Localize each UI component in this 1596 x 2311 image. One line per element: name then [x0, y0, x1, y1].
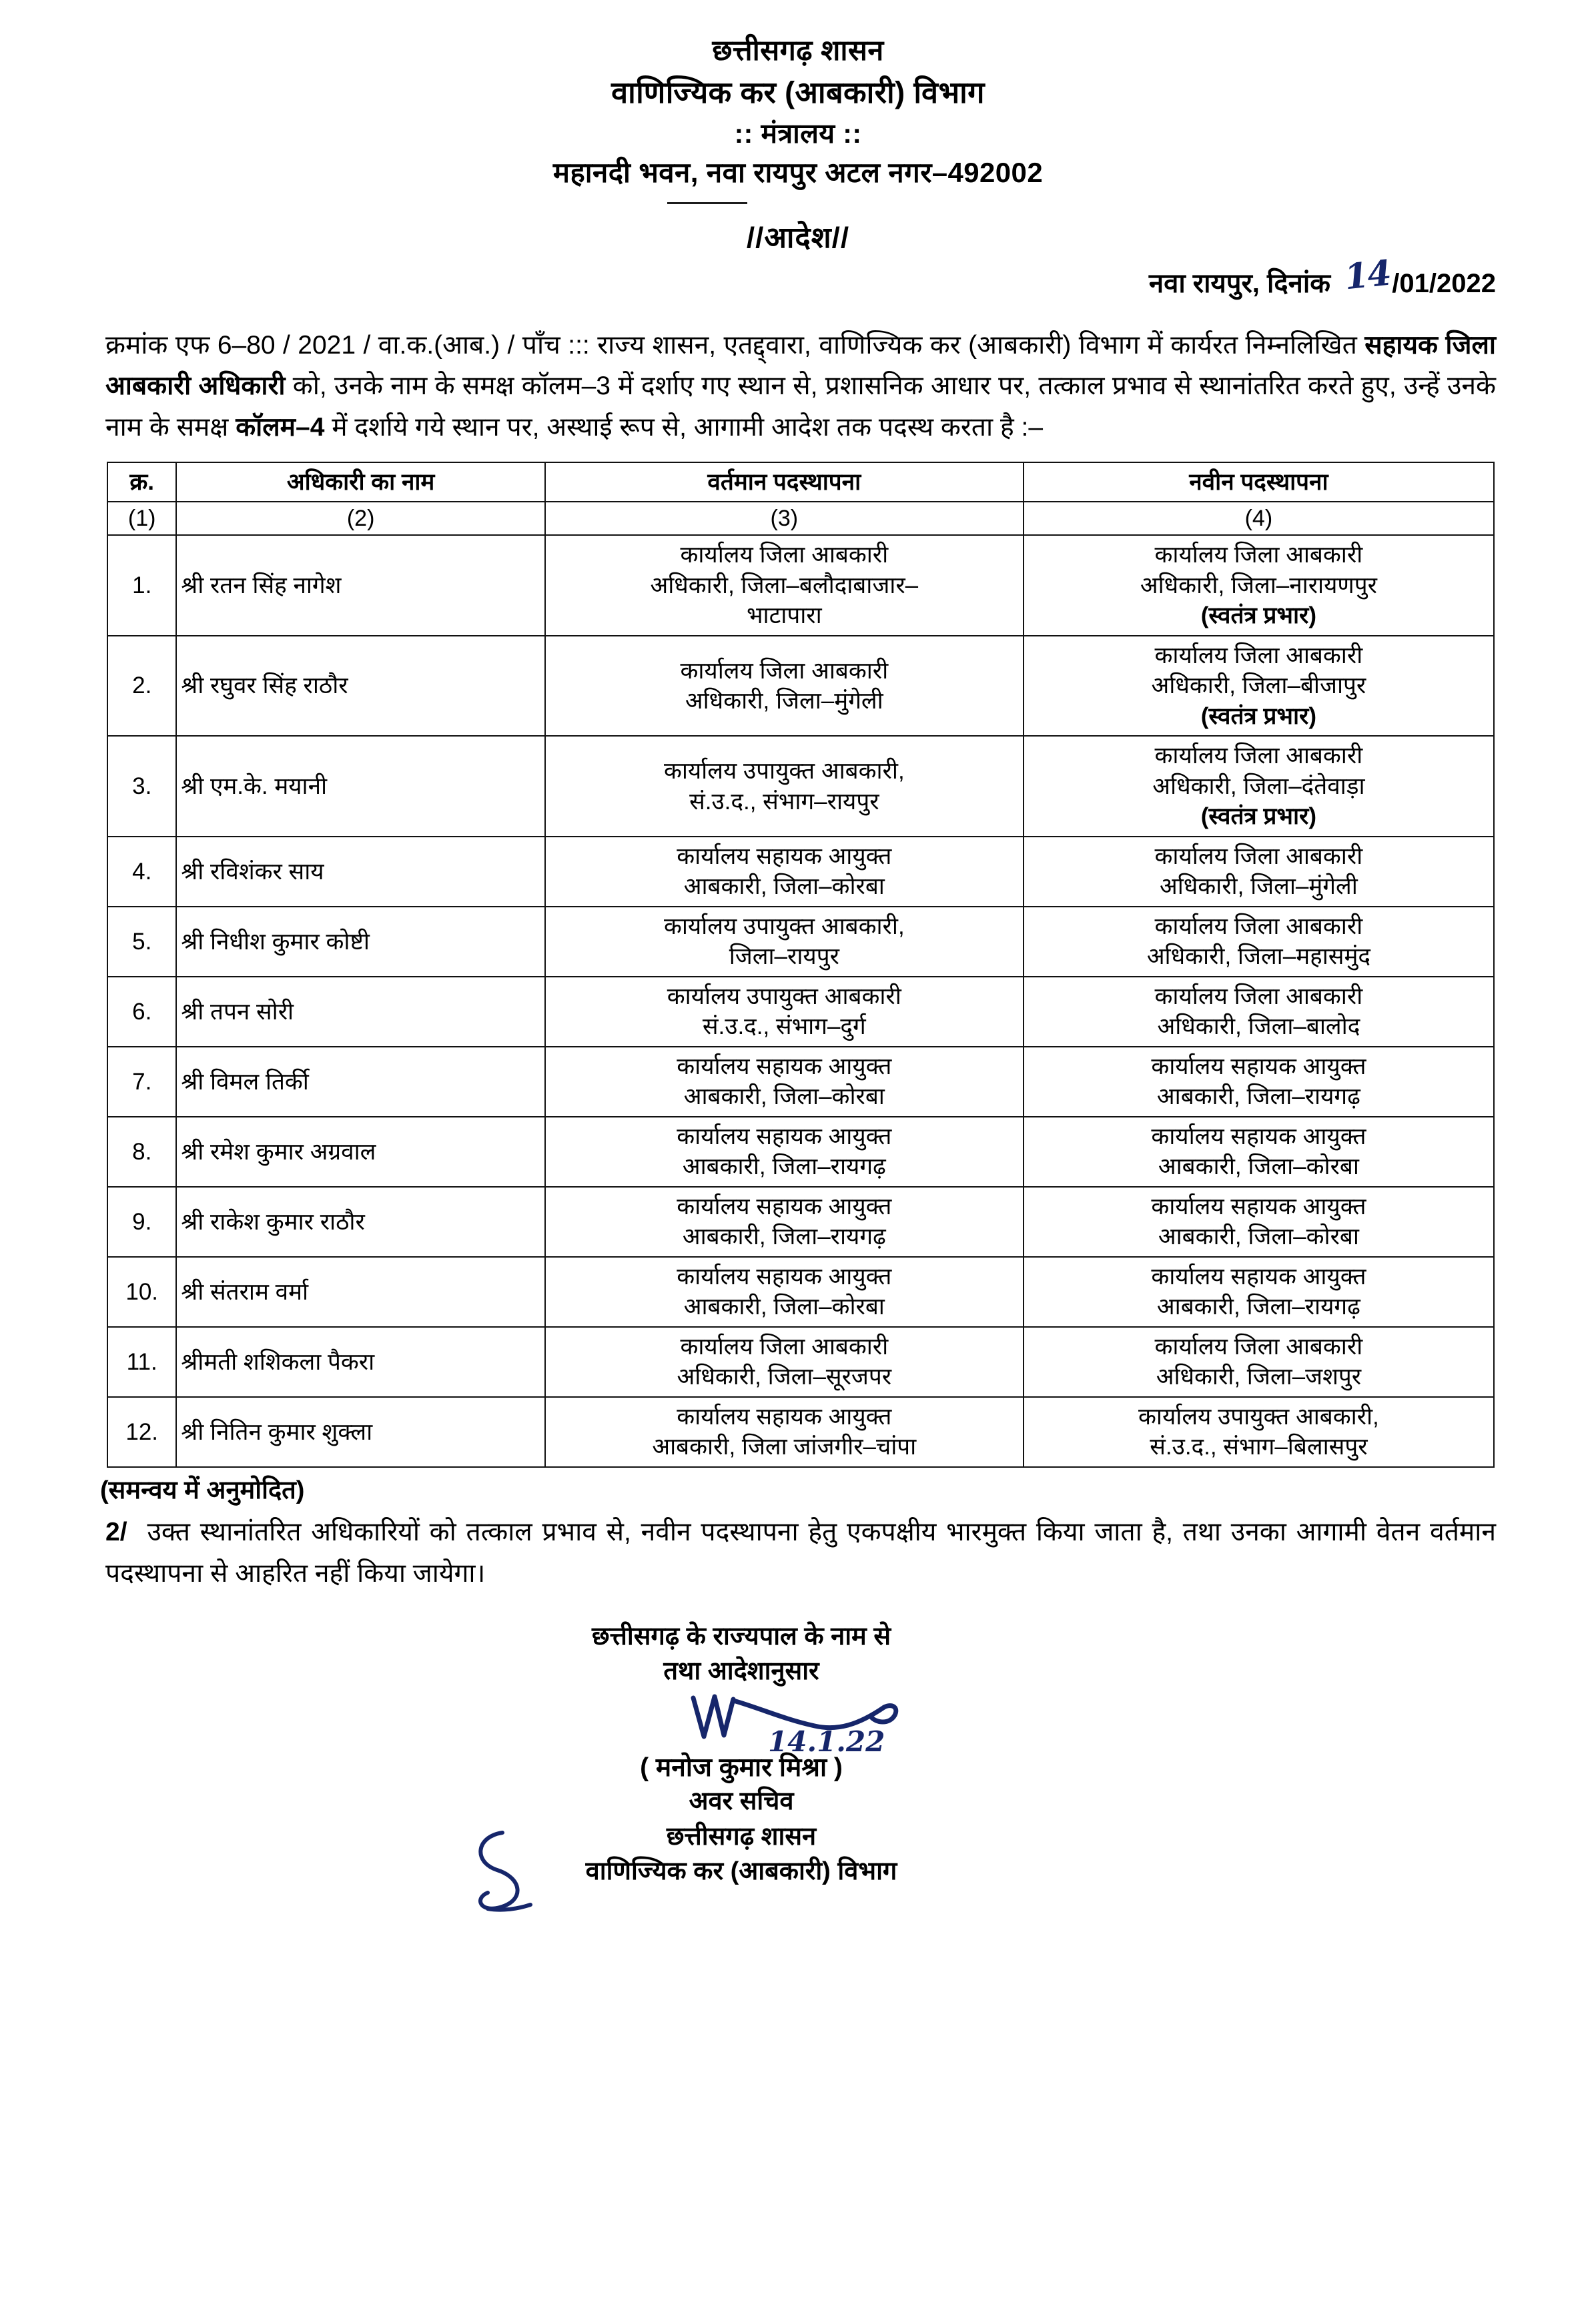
posting-line: (स्वतंत्र प्रभार): [1200, 703, 1317, 729]
cell-current-posting: [545, 1327, 1024, 1397]
table-row: [107, 977, 1494, 1047]
posting-line: अधिकारी, जिला–महासमुंद: [1146, 943, 1370, 970]
table-row: [107, 736, 1494, 837]
cell-new-posting: [1024, 1397, 1494, 1467]
cell-serial: 8.: [107, 1117, 176, 1187]
posting-line: अधिकारी, जिला–मुंगेली: [1159, 873, 1358, 900]
cell-officer-name: श्री राकेश कुमार राठौर: [176, 1187, 544, 1257]
posting-line: कार्यालय सहायक आयुक्त: [1151, 1053, 1366, 1079]
posting-line: सं.उ.द., संभाग–बिलासपुर: [1150, 1434, 1368, 1460]
cell-new-posting: [1024, 535, 1494, 636]
posting-line: सं.उ.द., संभाग–दुर्ग: [702, 1013, 866, 1040]
cell-officer-name: श्री तपन सोरी: [176, 977, 544, 1047]
table-row: [107, 535, 1494, 636]
cell-serial: 6.: [107, 977, 176, 1047]
table-row: [107, 636, 1494, 737]
paragraph-2-text: उक्त स्थानांतरित अधिकारियों को तत्काल प्रभाव से, नवीन पदस्थापना हेतु एकपक्षीय भारमुक्त किया जाता है, तथा उनका आगामी वेतन वर्तमान पदस्थापना से आहरित नहीं किया जायेगा।: [105, 1517, 1496, 1588]
posting-line: कार्यालय जिला आबकारी: [1154, 743, 1363, 769]
table-row: [107, 1187, 1494, 1257]
cell-serial: 12.: [107, 1397, 176, 1467]
svg-text:14.1.22: 14.1.22: [768, 1725, 885, 1759]
cell-current-posting: [545, 977, 1024, 1047]
cell-current-posting: [545, 636, 1024, 737]
table-row: [107, 1327, 1494, 1397]
posting-line: आबकारी, जिला–कोरबा: [683, 873, 885, 900]
cell-current-posting: [545, 736, 1024, 837]
posting-line: कार्यालय जिला आबकारी: [1154, 642, 1363, 668]
cell-serial: 3.: [107, 736, 176, 837]
body-bold-designation: सहायक जिला आबकारी अधिकारी: [105, 330, 1496, 401]
posting-line: अधिकारी, जिला–जशपुर: [1156, 1364, 1362, 1390]
cell-serial: 4.: [107, 837, 176, 907]
cell-current-posting: [545, 1257, 1024, 1327]
table-row: [107, 837, 1494, 907]
cell-officer-name: श्रीमती शशिकला पैकरा: [176, 1327, 544, 1397]
posting-line: जिला–रायपुर: [729, 943, 839, 970]
place-label: नवा रायपुर, दिनांक: [1148, 268, 1330, 298]
cell-serial: 10.: [107, 1257, 176, 1327]
signatory-designation: अवर सचिव: [689, 1787, 794, 1816]
posting-line: (स्वतंत्र प्रभार): [1200, 602, 1317, 629]
signatory-name: ( मनोज कुमार मिश्रा ): [640, 1753, 843, 1783]
cell-officer-name: श्री रमेश कुमार अग्रवाल: [176, 1117, 544, 1187]
place-date-line: [0, 252, 1496, 301]
cell-serial: 7.: [107, 1047, 176, 1117]
body-text-part1: क्रमांक एफ 6–80 / 2021 / वा.क.(आब.) / पाँच ::: राज्य शासन, एतद्द्वारा, वाणिज्यिक कर (आबकारी) विभाग में कार्यरत निम्नलिखित: [105, 330, 1365, 360]
posting-line: कार्यालय सहायक आयुक्त: [1151, 1263, 1366, 1290]
by-order-line2: तथा आदेशानुसार: [663, 1657, 819, 1686]
by-order-of-governor: छत्तीसगढ़ के राज्यपाल के नाम से: [591, 1622, 891, 1651]
posting-line: अधिकारी, जिला–नारायणपुर: [1140, 572, 1377, 598]
cell-new-posting: [1024, 1327, 1494, 1397]
handwritten-date-day: 14: [1342, 252, 1392, 298]
posting-line: अधिकारी, जिला–मुंगेली: [685, 688, 883, 715]
cell-new-posting: [1024, 1117, 1494, 1187]
posting-line: कार्यालय उपायुक्त आबकारी,: [663, 913, 905, 939]
cell-officer-name: श्री संतराम वर्मा: [176, 1257, 544, 1327]
posting-line: कार्यालय सहायक आयुक्त: [677, 1193, 892, 1220]
cell-current-posting: [545, 1047, 1024, 1117]
cell-new-posting: [1024, 977, 1494, 1047]
cell-new-posting: [1024, 636, 1494, 737]
posting-line: कार्यालय जिला आबकारी: [1154, 983, 1363, 1009]
posting-line: अधिकारी, जिला–बलौदाबाजार–: [650, 572, 919, 598]
colnum-1: (1): [107, 502, 176, 535]
colnum-2: (2): [176, 502, 544, 535]
posting-line: आबकारी, जिला–रायगढ़: [1156, 1294, 1360, 1320]
officers-table-wrap: [107, 462, 1495, 1468]
colnum-4: (4): [1024, 502, 1494, 535]
cell-new-posting: [1024, 1257, 1494, 1327]
posting-line: अधिकारी, जिला–सूरजपर: [677, 1364, 892, 1390]
posting-line: आबकारी, जिला–कोरबा: [1158, 1224, 1359, 1250]
header-divider: [667, 202, 747, 204]
body-text-part3: में दर्शाये गये स्थान पर, अस्थाई रूप से, आगामी आदेश तक पदस्थ करता है :–: [324, 413, 1044, 442]
officers-transfer-table: [107, 462, 1495, 1468]
posting-line: कार्यालय जिला आबकारी: [1154, 542, 1363, 568]
posting-line: (स्वतंत्र प्रभार): [1200, 803, 1317, 830]
posting-line: कार्यालय जिला आबकारी: [680, 542, 889, 568]
posting-line: कार्यालय सहायक आयुक्त: [677, 1263, 892, 1290]
posting-line: कार्यालय उपायुक्त आबकारी: [667, 983, 901, 1009]
date-rest: /01/2022: [1392, 268, 1496, 298]
th-current-posting: वर्तमान पदस्थापना: [545, 462, 1024, 502]
posting-line: कार्यालय उपायुक्त आबकारी,: [663, 758, 905, 785]
cell-officer-name: श्री निधीश कुमार कोष्टी: [176, 907, 544, 977]
posting-line: आबकारी, जिला–कोरबा: [1158, 1153, 1359, 1180]
govt-name: छत्तीसगढ़ शासन: [712, 35, 884, 67]
table-body: [107, 535, 1494, 1467]
cell-current-posting: [545, 1117, 1024, 1187]
coordination-approved-note: (समन्वय में अनुमोदित): [100, 1476, 305, 1504]
signatory-department-wrap: [0, 1854, 1483, 1889]
signature-scribble: [0, 1689, 1483, 1759]
cell-current-posting: [545, 907, 1024, 977]
table-row: [107, 1397, 1494, 1467]
posting-line: कार्यालय सहायक आयुक्त: [677, 1053, 892, 1079]
cell-serial: 5.: [107, 907, 176, 977]
posting-line: अधिकारी, जिला–दंतेवाड़ा: [1152, 773, 1365, 799]
posting-line: सं.उ.द., संभाग–रायपुर: [689, 788, 879, 815]
cell-officer-name: श्री रविशंकर साय: [176, 837, 544, 907]
posting-line: कार्यालय जिला आबकारी: [1154, 1333, 1363, 1360]
th-new-posting: नवीन पदस्थापना: [1024, 462, 1494, 502]
body-text-part2: को, उनके नाम के समक्ष कॉलम–3 में दर्शाए गए स्थान से, प्रशासनिक आधार पर, तत्काल प्रभाव से स्थानांतरित करते हुए, उन्हें उनके नाम के समक्ष: [105, 372, 1496, 442]
colnum-3: (3): [545, 502, 1024, 535]
cell-officer-name: श्री एम.के. मयानी: [176, 736, 544, 837]
posting-line: आबकारी, जिला जांजगीर–चांपा: [652, 1434, 917, 1460]
posting-line: कार्यालय उपायुक्त आबकारी,: [1138, 1403, 1379, 1430]
cell-serial: 11.: [107, 1327, 176, 1397]
cell-officer-name: श्री रतन सिंह नागेश: [176, 535, 544, 636]
posting-line: आबकारी, जिला–रायगढ़: [682, 1224, 886, 1250]
posting-line: कार्यालय जिला आबकारी: [1154, 843, 1363, 869]
posting-line: अधिकारी, जिला–बीजापुर: [1151, 672, 1366, 699]
posting-line: कार्यालय जिला आबकारी: [1154, 913, 1363, 939]
posting-line: कार्यालय जिला आबकारी: [680, 657, 889, 684]
cell-officer-name: श्री नितिन कुमार शुक्ला: [176, 1397, 544, 1467]
order-title: //आदेश//: [746, 221, 850, 254]
department-name: वाणिज्यिक कर (आबकारी) विभाग: [611, 75, 985, 110]
posting-line: कार्यालय सहायक आयुक्त: [677, 1123, 892, 1149]
table-row: [107, 1257, 1494, 1327]
posting-line: कार्यालय जिला आबकारी: [680, 1333, 889, 1360]
cell-new-posting: [1024, 736, 1494, 837]
paragraph-2-number: 2/: [105, 1517, 127, 1546]
cell-current-posting: [545, 1397, 1024, 1467]
order-body-paragraph: [105, 325, 1496, 448]
posting-line: आबकारी, जिला–रायगढ़: [1156, 1083, 1360, 1110]
table-head: [107, 462, 1494, 536]
cell-officer-name: श्री रघुवर सिंह राठौर: [176, 636, 544, 737]
paragraph-2: [105, 1512, 1496, 1595]
address-line: महानदी भवन, नवा रायपुर अटल नगर–492002: [552, 157, 1044, 189]
posting-line: कार्यालय सहायक आयुक्त: [1151, 1193, 1366, 1220]
posting-line: आबकारी, जिला–रायगढ़: [682, 1153, 886, 1180]
cell-serial: 1.: [107, 535, 176, 636]
document-header: [0, 0, 1596, 193]
signature-block: [0, 1619, 1596, 1889]
posting-line: कार्यालय सहायक आयुक्त: [677, 843, 892, 869]
cell-officer-name: श्री विमल तिर्की: [176, 1047, 544, 1117]
table-row: [107, 907, 1494, 977]
posting-line: कार्यालय सहायक आयुक्त: [677, 1403, 892, 1430]
posting-line: आबकारी, जिला–कोरबा: [683, 1294, 885, 1320]
posting-line: अधिकारी, जिला–बालोद: [1157, 1013, 1360, 1040]
signatory-govt: छत्तीसगढ़ शासन: [666, 1822, 817, 1851]
table-header-row: [107, 462, 1494, 502]
table-row: [107, 1047, 1494, 1117]
table-column-number-row: [107, 502, 1494, 535]
body-bold-column4: कॉलम–4: [236, 413, 325, 442]
ministry-name: :: मंत्रालय ::: [734, 117, 862, 149]
cell-new-posting: [1024, 1187, 1494, 1257]
cell-new-posting: [1024, 837, 1494, 907]
cell-new-posting: [1024, 1047, 1494, 1117]
cell-serial: 2.: [107, 636, 176, 737]
posting-line: कार्यालय सहायक आयुक्त: [1151, 1123, 1366, 1149]
cell-current-posting: [545, 1187, 1024, 1257]
table-row: [107, 1117, 1494, 1187]
cell-current-posting: [545, 535, 1024, 636]
posting-line: आबकारी, जिला–कोरबा: [683, 1083, 885, 1110]
cell-current-posting: [545, 837, 1024, 907]
cell-new-posting: [1024, 907, 1494, 977]
signatory-department: वाणिज्यिक कर (आबकारी) विभाग: [585, 1857, 897, 1886]
th-officer-name: अधिकारी का नाम: [176, 462, 544, 502]
cell-serial: 9.: [107, 1187, 176, 1257]
th-serial: क्र.: [107, 462, 176, 502]
posting-line: भाटापारा: [746, 602, 822, 629]
